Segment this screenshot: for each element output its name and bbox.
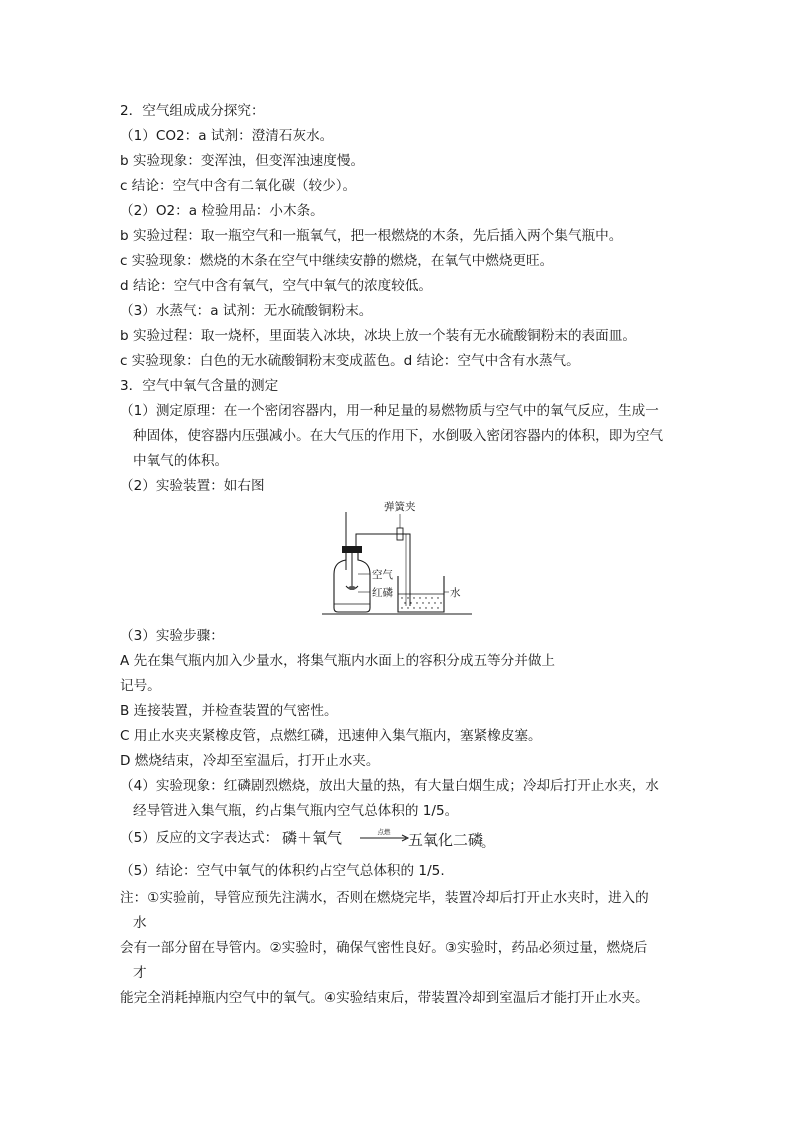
text-line: C 用止水夹夹紧橡皮管，点燃红磷，迅速伸入集气瓶内，塞紧橡皮塞。 [120, 728, 542, 744]
text-line: 中氧气的体积。 [133, 453, 229, 469]
equation-label: （5）反应的文字表达式： [120, 830, 279, 846]
text-line: （2）O2：a 检验用品：小木条。 [120, 203, 324, 219]
text-line: d 结论：空气中含有氧气，空气中氧气的浓度较低。 [120, 278, 433, 294]
rubber-stopper [342, 546, 362, 553]
equation-product: 五氧化二磷 [408, 831, 484, 849]
text-line: b 实验过程：取一烧杯，里面装入冰块，冰块上放一个装有无水硫酸铜粉末的表面皿。 [120, 328, 636, 344]
heading-section-3: 3．空气中氧气含量的测定 [120, 378, 279, 394]
text-line: 才 [133, 965, 147, 981]
equation-reactants: 磷＋氧气 [282, 829, 343, 847]
text-line: c 实验现象：白色的无水硫酸铜粉末变成蓝色。d 结论：空气中含有水蒸气。 [120, 353, 580, 369]
text-line: （1）CO2：a 试剂：澄清石灰水。 [120, 128, 334, 144]
text-line: b 实验现象：变浑浊，但变浑浊速度慢。 [120, 153, 365, 169]
apparatus-diagram [322, 496, 472, 618]
equation-end: 。 [481, 835, 495, 851]
label-air: 空气 [372, 569, 393, 581]
text-line: （4）实验现象：红磷剧烈燃烧，放出大量的热，有大量白烟生成；冷却后打开止水夹，水 [120, 778, 659, 794]
label-clamp: 弹簧夹 [384, 501, 416, 513]
heading-section-2: 2．空气组成成分探究： [120, 103, 265, 119]
text-line: D 燃烧结束，冷却至室温后，打开止水夹。 [120, 753, 380, 769]
text-line: A 先在集气瓶内加入少量水，将集气瓶内水面上的容积分成五等分并做上 [120, 653, 556, 669]
text-line: 记号。 [120, 678, 161, 694]
arrow-condition: 点燃 [377, 828, 391, 836]
reaction-arrow [358, 826, 410, 848]
text-line: B 连接装置，并检查装置的气密性。 [120, 703, 338, 719]
text-line: b 实验过程：取一瓶空气和一瓶氧气，把一根燃烧的木条，先后插入两个集气瓶中。 [120, 228, 623, 244]
text-line: c 结论：空气中含有二氧化碳（较少）。 [120, 178, 357, 194]
text-line: 会有一部分留在导管内。②实验时，确保气密性良好。③实验时，药品必须过量，燃烧后 [120, 940, 648, 956]
text-line: （2）实验装置：如右图 [120, 478, 265, 494]
text-line: c 实验现象：燃烧的木条在空气中继续安静的燃烧，在氧气中燃烧更旺。 [120, 253, 554, 269]
text-line: 经导管进入集气瓶，约占集气瓶内空气总体积的 1/5。 [133, 803, 459, 819]
beaker-water [398, 594, 444, 609]
label-phosphorus: 红磷 [372, 587, 393, 599]
text-line: 注：①实验前，导管应预先注满水，否则在燃烧完毕，装置冷却后打开止水夹时，进入的 [120, 890, 649, 906]
label-water: 水 [450, 587, 461, 599]
text-line: （3）实验步骤： [120, 628, 224, 644]
text-line: 水 [133, 915, 147, 931]
text-line: （3）水蒸气：a 试剂：无水硫酸铜粉末。 [120, 303, 373, 319]
text-line: 种固体，使容器内压强减小。在大气压的作用下，水倒吸入密闭容器内的体积，即为空气 [133, 428, 664, 444]
text-line: 能完全消耗掉瓶内空气中的氧气。④实验结束后，带装置冷却到室温后才能打开止水夹。 [120, 990, 649, 1006]
text-line: （5）结论：空气中氧气的体积约占空气总体积的 1/5. [120, 863, 445, 879]
text-line: （1）测定原理：在一个密闭容器内，用一种足量的易燃物质与空气中的氧气反应，生成一 [120, 403, 659, 419]
apparatus-figure [322, 496, 472, 618]
